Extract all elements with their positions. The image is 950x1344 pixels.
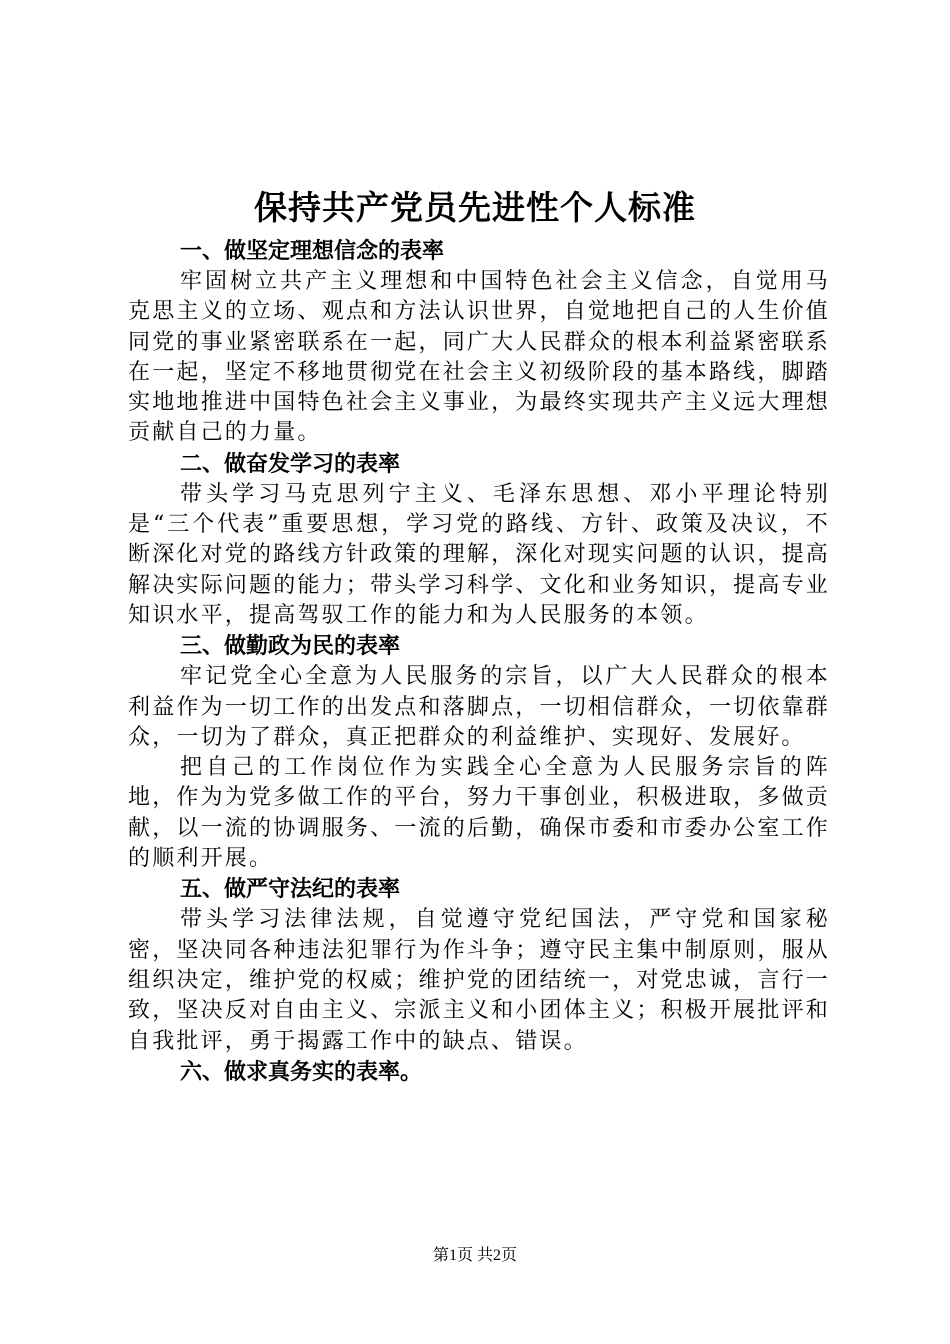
section-study bbox=[128, 449, 830, 631]
section-heading: 五、做严守法纪的表率 bbox=[180, 877, 401, 903]
section-heading: 二、做奋发学习的表率 bbox=[180, 451, 401, 477]
section-heading: 六、做求真务实的表率。 bbox=[180, 1059, 423, 1085]
section-discipline bbox=[128, 874, 830, 1056]
document-title: 保持共产党员先进性个人标准 bbox=[254, 188, 696, 227]
section-pragmatism bbox=[128, 1057, 830, 1088]
document-body bbox=[128, 236, 830, 1088]
section-paragraph: 带头学习马克思列宁主义、毛泽东思想、邓小平理论特别是“三个代表”重要思想，学习党的路线、方针、政策及决议，不断深化对党的路线方针政策的理解，深化对现实问题的认识，提高解决实际问题的能力；带头学习科学、文化和业务知识，提高专业知识水平，提高驾驭工作的能力和为人民服务的本领。 bbox=[128, 481, 830, 628]
section-ideals bbox=[128, 236, 830, 449]
section-paragraph: 牢固树立共产主义理想和中国特色社会主义信念，自觉用马克思主义的立场、观点和方法认识世界，自觉地把自己的人生价值同党的事业紧密联系在一起，同广大人民群众的根本利益紧密联系在一起，坚定不移地贯彻党在社会主义初级阶段的基本路线，脚踏实地地推进中国特色社会主义事业，为最终实现共产主义远大理想贡献自己的力量。 bbox=[128, 269, 830, 446]
section-heading: 三、做勤政为民的表率 bbox=[180, 634, 401, 660]
section-paragraph: 带头学习法律法规，自觉遵守党纪国法，严守党和国家秘密，坚决同各种违法犯罪行为作斗争；遵守民主集中制原则，服从组织决定，维护党的权威；维护党的团结统一，对党忠诚，言行一致，坚决反对自由主义、宗派主义和小团体主义；积极开展批评和自我批评，勇于揭露工作中的缺点、错误。 bbox=[128, 907, 830, 1054]
section-paragraph: 牢记党全心全意为人民服务的宗旨，以广大人民群众的根本利益作为一切工作的出发点和落脚点，一切相信群众，一切依靠群众，一切为了群众，真正把群众的利益维护、实现好、发展好。 bbox=[128, 664, 830, 750]
section-heading: 一、做坚定理想信念的表率 bbox=[180, 239, 445, 264]
section-paragraph: 把自己的工作岗位作为实践全心全意为人民服务宗旨的阵地，作为为党多做工作的平台，努力干事创业，积极进取，多做贡献，以一流的协调服务、一流的后勤，确保市委和市委办公室工作的顺利开展。 bbox=[128, 755, 830, 872]
section-service bbox=[128, 631, 830, 874]
page-number-footer: 第1页 共2页 bbox=[432, 1247, 517, 1264]
